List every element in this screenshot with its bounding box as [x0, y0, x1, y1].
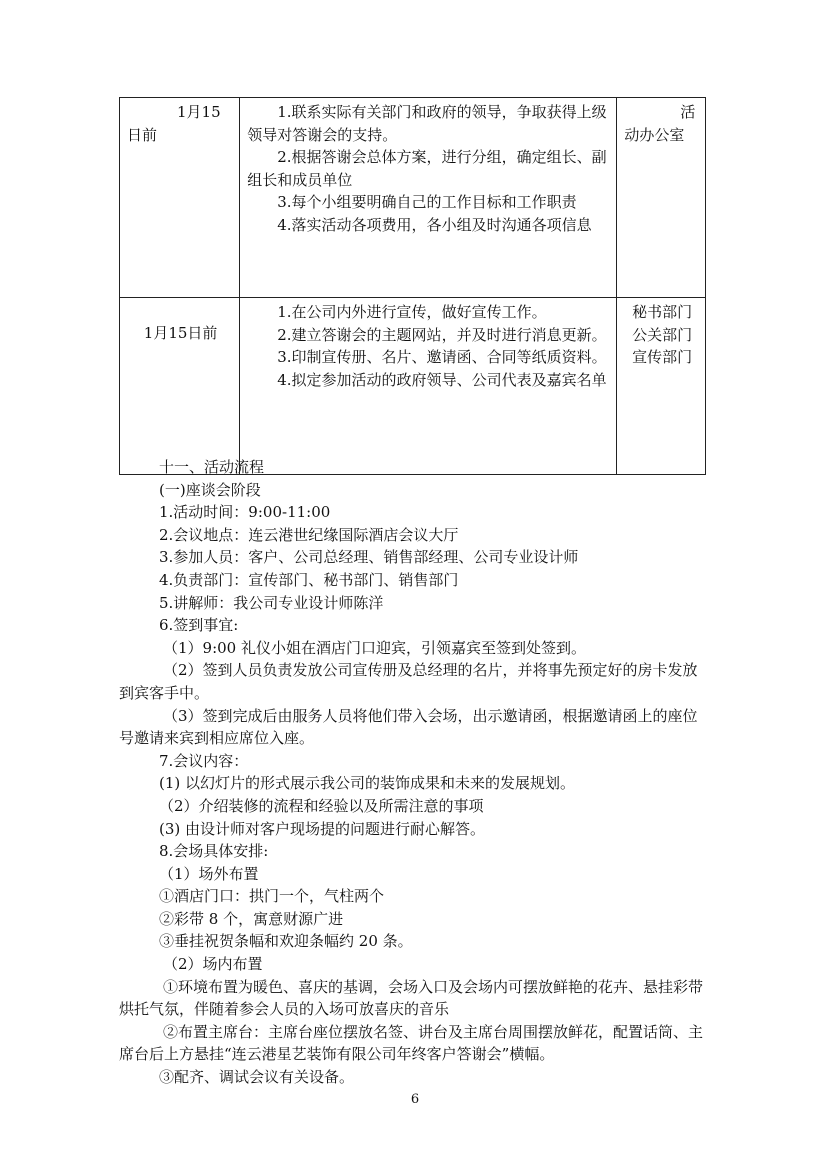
paragraph: ①环境布置为暖色、喜庆的基调，会场入口及会场内可摆放鲜艳的花卉、悬挂彩带烘托气氛，伴随着参会人员的入场可放喜庆的音乐	[119, 977, 704, 1019]
task-item: 2.建立答谢会的主题网站，并及时进行消息更新。	[277, 325, 607, 344]
table-cell-tasks	[240, 298, 617, 475]
schedule-table	[119, 97, 706, 475]
list-item: 1.活动时间：9:00-11:00	[159, 503, 331, 522]
paragraph: ①酒店门口：拱门一个，气柱两个	[159, 887, 385, 906]
task-item: 3.每个小组要明确自己的工作目标和工作职责	[277, 193, 577, 211]
body-text	[119, 456, 709, 1089]
subsection-heading: (一)座谈会阶段	[159, 480, 261, 499]
task-item: 1.在公司内外进行宣传，做好宣传工作。	[277, 303, 547, 321]
list-item: 2.会议地点：连云港世纪缘国际酒店会议大厅	[159, 525, 459, 544]
paragraph: ②布置主席台：主席台座位摆放名签、讲台及主席台周围摆放鲜花，配置话筒、主席台后上方悬挂“连云港星艺装饰有限公司年终客户答谢会”横幅。	[119, 1022, 704, 1064]
dept-line: 宣传部门	[632, 348, 693, 366]
paragraph: ③配齐、调试会议有关设备。	[159, 1068, 355, 1087]
page-number: 6	[410, 1092, 420, 1107]
paragraph: ②彩带 8 个，寓意财源广进	[159, 909, 344, 928]
paragraph: (1) 以幻灯片的形式展示我公司的装饰成果和未来的发展规划。	[159, 774, 576, 793]
table-cell-dept: 活动办公室	[617, 98, 706, 298]
section-heading: 十一、活动流程	[159, 458, 265, 476]
dept-line: 公关部门	[632, 325, 693, 344]
list-item: 5.讲解师：我公司专业设计师陈洋	[159, 593, 384, 612]
task-item: 4.落实活动各项费用，各小组及时沟通各项信息	[277, 215, 592, 234]
paragraph: （2）介绍装修的流程和经验以及所需注意的事项	[159, 796, 484, 815]
list-item: 3.参加人员：客户、公司总经理、销售部经理、公司专业设计师	[159, 548, 579, 567]
list-item: 7.会议内容：	[159, 751, 249, 770]
task-item: 3.印制宣传册、名片、邀请函、合同等纸质资料。	[277, 348, 607, 366]
dept-line: 秘书部门	[632, 303, 693, 321]
list-item: 4.负责部门：宣传部门、秘书部门、销售部门	[159, 570, 459, 589]
task-item: 1.联系实际有关部门和政府的领导，争取获得上级领导对答谢会的支持。	[247, 103, 607, 144]
subsection-heading: （1）场外布置	[159, 864, 259, 883]
table-row	[120, 98, 706, 298]
list-item: 6.签到事宜:	[159, 616, 239, 635]
task-item: 4.拟定参加活动的政府领导、公司代表及嘉宾名单	[277, 370, 607, 389]
table-cell-date: 1月15日前	[120, 298, 240, 475]
paragraph: （1）9:00 礼仪小姐在酒店门口迎宾，引领嘉宾至签到处签到。	[163, 638, 586, 657]
table-cell-date: 1月15日前	[120, 98, 240, 298]
paragraph: (3) 由设计师对客户现场提的问题进行耐心解答。	[159, 819, 486, 838]
paragraph: （3）签到完成后由服务人员将他们带入会场，出示邀请函，根据邀请函上的座位号邀请来宾到相应席位入座。	[119, 706, 698, 748]
task-item: 2.根据答谢会总体方案，进行分组，确定组长、副组长和成员单位	[247, 148, 607, 189]
paragraph: （2）签到人员负责发放公司宣传册及总经理的名片，并将事先预定好的房卡发放到宾客手中。	[119, 661, 698, 702]
table-cell-tasks	[240, 98, 617, 298]
subsection-heading: （2）场内布置	[163, 955, 263, 974]
list-item: 8.会场具体安排:	[159, 842, 269, 861]
paragraph: ③垂挂祝贺条幅和欢迎条幅约 20 条。	[159, 932, 413, 951]
table-row	[120, 298, 706, 475]
table-cell-dept	[617, 298, 706, 475]
